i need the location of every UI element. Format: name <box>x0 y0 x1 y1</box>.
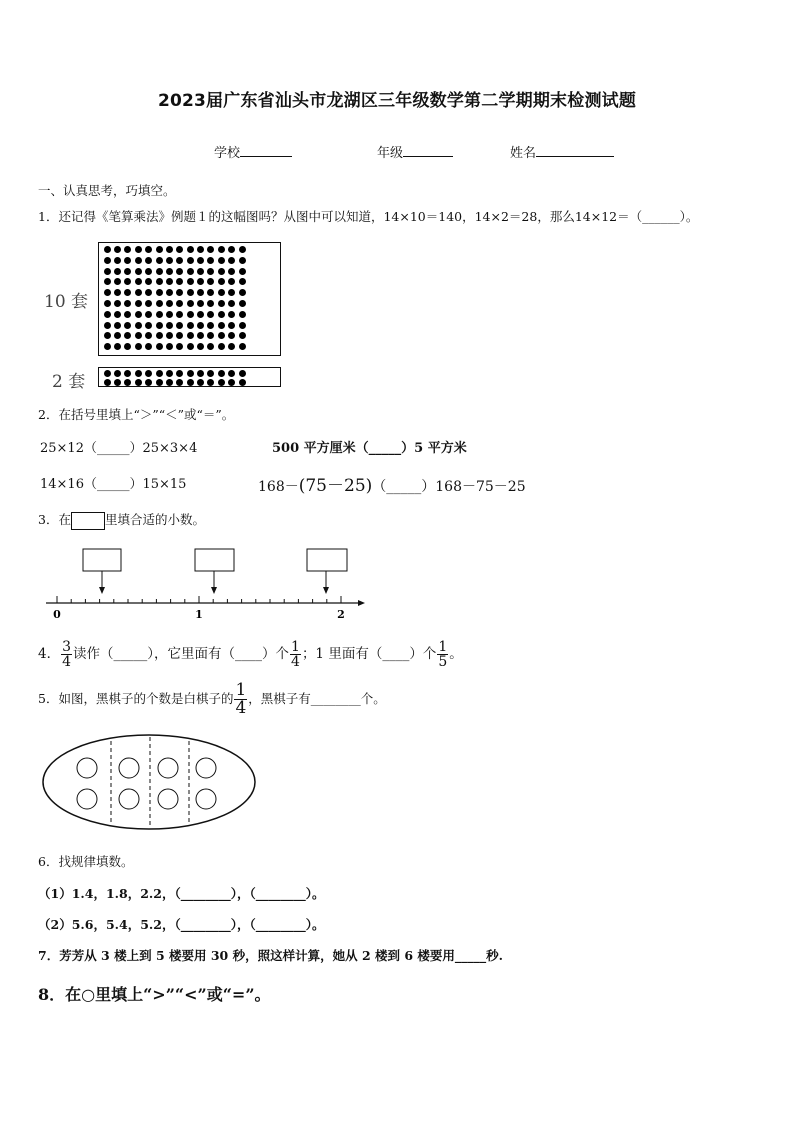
oval-outline <box>43 735 255 829</box>
dot <box>187 246 194 253</box>
dot <box>124 322 131 329</box>
dot <box>124 332 131 339</box>
question-6: 6．找规律填数。 <box>38 854 134 869</box>
dot <box>104 343 111 350</box>
dot <box>228 379 235 386</box>
dot <box>135 268 142 275</box>
dot-row <box>102 246 280 253</box>
q2-item-b: 500 平方厘米（_____）5 平方米 <box>272 441 467 456</box>
dot <box>207 322 214 329</box>
dot <box>239 246 246 253</box>
dot <box>156 268 163 275</box>
dot <box>124 379 131 386</box>
dot <box>145 246 152 253</box>
dot <box>145 322 152 329</box>
dot <box>197 268 204 275</box>
dot <box>176 311 183 318</box>
dot <box>166 311 173 318</box>
dot <box>176 289 183 296</box>
dot <box>207 257 214 264</box>
q3-pre: 3．在 <box>38 512 71 527</box>
number-line <box>40 545 370 625</box>
q2-d-right: （_____）168－75－25 <box>372 479 526 495</box>
dot <box>218 246 225 253</box>
dot <box>218 268 225 275</box>
dot <box>187 311 194 318</box>
dot-row <box>102 300 280 307</box>
dot <box>197 246 204 253</box>
white-piece <box>119 758 139 778</box>
dot <box>187 300 194 307</box>
dot <box>145 379 152 386</box>
question-4: 4． $\frac{3}{4}$ 读作（_____），它里面有（____）个 $\frac{1}{4}$ ；1 里面有（____）个 $\frac{1}{5}$ 。 <box>38 639 463 670</box>
dot <box>197 332 204 339</box>
grade-blank <box>403 144 453 157</box>
dot <box>145 311 152 318</box>
dot <box>135 379 142 386</box>
dot <box>228 257 235 264</box>
dot <box>114 370 121 377</box>
label-2-sets: 2 套 <box>52 372 86 392</box>
dot <box>218 379 225 386</box>
dot <box>207 370 214 377</box>
dot <box>228 289 235 296</box>
axis-arrow <box>358 600 365 606</box>
dot <box>176 332 183 339</box>
dot-row <box>102 268 280 275</box>
dot <box>187 289 194 296</box>
dot <box>104 311 111 318</box>
dot <box>124 268 131 275</box>
dot <box>207 278 214 285</box>
dot-row <box>102 278 280 285</box>
dot <box>207 289 214 296</box>
dot-row <box>102 370 280 377</box>
dot <box>176 257 183 264</box>
dot <box>104 246 111 253</box>
dot <box>176 278 183 285</box>
dot <box>166 278 173 285</box>
dot <box>124 289 131 296</box>
dot <box>197 300 204 307</box>
white-piece <box>77 758 97 778</box>
tick-label-2: 2 <box>337 608 345 621</box>
dot <box>207 379 214 386</box>
dot <box>197 322 204 329</box>
dot <box>228 343 235 350</box>
dot <box>135 257 142 264</box>
dot-array-2-rows <box>98 367 281 387</box>
dot <box>176 370 183 377</box>
dot <box>239 278 246 285</box>
dot <box>187 268 194 275</box>
question-3 <box>38 510 205 530</box>
dot <box>207 268 214 275</box>
dot <box>218 343 225 350</box>
dot <box>197 289 204 296</box>
dot <box>207 332 214 339</box>
dot <box>114 311 121 318</box>
dot <box>207 343 214 350</box>
q6-line-2: （2）5.6，5.4，5.2，（________），（________）。 <box>38 917 325 932</box>
question-8: 8．在○里填上“>”“<”或“=”。 <box>38 985 271 1004</box>
dot <box>228 300 235 307</box>
dot <box>166 246 173 253</box>
arrow-3-head <box>323 587 329 594</box>
dot <box>176 322 183 329</box>
q4-pre: 4． <box>38 646 61 662</box>
chess-pieces-figure <box>40 733 260 833</box>
dot <box>104 370 111 377</box>
dot <box>156 246 163 253</box>
dot <box>124 311 131 318</box>
dot <box>239 311 246 318</box>
dot <box>166 300 173 307</box>
label-10-sets: 10 套 <box>44 292 89 312</box>
dot <box>187 343 194 350</box>
dot <box>145 278 152 285</box>
dot <box>145 370 152 377</box>
dot <box>156 257 163 264</box>
dot <box>156 300 163 307</box>
dot <box>239 300 246 307</box>
dot <box>114 246 121 253</box>
dot <box>104 257 111 264</box>
tick-label-1: 1 <box>195 608 203 621</box>
q3-answer-box-sample <box>71 512 105 530</box>
dot <box>239 257 246 264</box>
dot <box>114 300 121 307</box>
dot <box>156 370 163 377</box>
dot <box>197 311 204 318</box>
dot <box>187 278 194 285</box>
page-title: 2023届广东省汕头市龙湖区三年级数学第二学期期末检测试题 <box>157 91 637 111</box>
dot <box>218 289 225 296</box>
arrow-2-head <box>211 587 217 594</box>
dot <box>239 322 246 329</box>
dot <box>166 343 173 350</box>
white-piece <box>158 789 178 809</box>
grade-field[interactable] <box>377 142 453 161</box>
answer-box-2[interactable] <box>195 549 234 571</box>
q2-d-left: 168－ <box>258 479 299 495</box>
q5-post: ，黑棋子有________个。 <box>248 691 386 706</box>
dot <box>197 370 204 377</box>
dot <box>228 246 235 253</box>
dot <box>166 289 173 296</box>
dot <box>145 268 152 275</box>
dot-array-10-rows <box>98 242 281 356</box>
dot <box>145 257 152 264</box>
dot <box>197 343 204 350</box>
dot <box>176 379 183 386</box>
dot <box>218 332 225 339</box>
q5-pre: 5．如图，黑棋子的个数是白棋子的 <box>38 691 234 706</box>
dot <box>239 379 246 386</box>
dot <box>114 257 121 264</box>
axis-ticks <box>57 596 341 603</box>
dot <box>104 300 111 307</box>
school-label: 学校 <box>214 146 241 161</box>
dot <box>218 300 225 307</box>
dot <box>187 370 194 377</box>
dot <box>124 370 131 377</box>
q2-item-d <box>258 471 526 496</box>
q2-d-paren: (75－25) <box>298 476 373 496</box>
dot <box>239 289 246 296</box>
dot <box>156 322 163 329</box>
dot <box>135 246 142 253</box>
dot <box>104 268 111 275</box>
dot <box>176 300 183 307</box>
dot <box>124 257 131 264</box>
answer-box-1[interactable] <box>83 549 121 571</box>
dot <box>104 379 111 386</box>
dot <box>135 322 142 329</box>
grade-label: 年级 <box>377 146 404 161</box>
dot <box>197 257 204 264</box>
dot-row <box>102 379 280 386</box>
dot <box>135 289 142 296</box>
dot <box>197 379 204 386</box>
dot <box>156 289 163 296</box>
dot <box>156 332 163 339</box>
q2-item-a: 25×12（_____）25×3×4 <box>40 441 198 456</box>
dot <box>135 343 142 350</box>
dot <box>207 300 214 307</box>
dot <box>135 370 142 377</box>
white-piece <box>196 789 216 809</box>
q2-item-c: 14×16（_____）15×15 <box>40 477 187 492</box>
dot <box>114 379 121 386</box>
question-7: 7．芳芳从 3 楼上到 5 楼要用 30 秒，照这样计算，她从 2 楼到 6 楼要用_____秒. <box>38 948 504 963</box>
dot <box>104 289 111 296</box>
dot-row <box>102 311 280 318</box>
dot-row <box>102 332 280 339</box>
answer-box-3[interactable] <box>307 549 347 571</box>
dot <box>197 278 204 285</box>
dot <box>218 278 225 285</box>
dot <box>187 379 194 386</box>
dot <box>114 332 121 339</box>
q3-post: 里填合适的小数。 <box>104 512 205 527</box>
dot <box>218 370 225 377</box>
question-2: 2．在括号里填上“＞”“＜”或“＝”。 <box>38 407 235 422</box>
q4-text-1: 读作（_____），它里面有（____）个 <box>73 646 290 662</box>
dot-row <box>102 343 280 350</box>
dot <box>187 332 194 339</box>
dot <box>166 332 173 339</box>
dot <box>124 246 131 253</box>
dot <box>187 257 194 264</box>
dot <box>145 300 152 307</box>
tick-label-0: 0 <box>53 608 61 621</box>
question-5 <box>38 682 386 717</box>
dot <box>228 278 235 285</box>
dot <box>156 379 163 386</box>
dot <box>156 278 163 285</box>
fraction-3-4: $\frac{3}{4}$ <box>62 639 72 670</box>
dot <box>124 300 131 307</box>
dot <box>135 311 142 318</box>
dot <box>145 332 152 339</box>
dot <box>124 278 131 285</box>
dot <box>145 289 152 296</box>
white-piece <box>119 789 139 809</box>
dot-row <box>102 289 280 296</box>
dot <box>176 343 183 350</box>
dot <box>124 343 131 350</box>
dot <box>104 332 111 339</box>
dot <box>218 311 225 318</box>
section-1-heading: 一、认真思考，巧填空。 <box>38 183 176 198</box>
dot <box>104 322 111 329</box>
dot <box>114 343 121 350</box>
dot <box>228 268 235 275</box>
dot <box>156 311 163 318</box>
dot <box>176 246 183 253</box>
name-blank <box>536 144 614 157</box>
dot <box>187 322 194 329</box>
fraction-1-4: $\frac{1}{4}$ <box>291 639 300 670</box>
dot <box>207 311 214 318</box>
dot <box>166 370 173 377</box>
dot <box>228 370 235 377</box>
q6-line-1: （1）1.4，1.8，2.2，（________），（________）。 <box>38 886 325 901</box>
dot <box>228 332 235 339</box>
dot <box>239 268 246 275</box>
dot-row <box>102 257 280 264</box>
name-label: 姓名 <box>510 146 537 161</box>
fraction-1-5: $\frac{1}{5}$ <box>438 639 448 670</box>
dot <box>176 268 183 275</box>
dot <box>228 322 235 329</box>
dot <box>218 257 225 264</box>
fraction-1-4-q5: $\frac{1}{4}$ <box>235 680 247 718</box>
dot <box>166 268 173 275</box>
dot <box>166 257 173 264</box>
white-piece <box>158 758 178 778</box>
dot <box>114 289 121 296</box>
arrow-1-head <box>99 587 105 594</box>
dot <box>135 332 142 339</box>
dot <box>166 379 173 386</box>
dot <box>239 370 246 377</box>
dot <box>228 311 235 318</box>
dot <box>156 343 163 350</box>
q4-text-2: ；1 里面有（____）个 <box>301 646 437 662</box>
dot <box>207 246 214 253</box>
dot <box>114 268 121 275</box>
dot <box>114 322 121 329</box>
dot <box>239 343 246 350</box>
white-piece <box>77 789 97 809</box>
question-1: 1．还记得《笔算乘法》例题１的这幅图吗？从图中可以知道，14×10＝140，14×2＝28，那么14×12＝（______）。 <box>38 209 699 224</box>
white-piece <box>196 758 216 778</box>
dot <box>114 278 121 285</box>
dot <box>239 332 246 339</box>
dot <box>135 300 142 307</box>
dot <box>104 278 111 285</box>
dot <box>135 278 142 285</box>
dot <box>145 343 152 350</box>
dot-row <box>102 322 280 329</box>
dot <box>166 322 173 329</box>
school-field[interactable] <box>214 142 292 161</box>
name-field[interactable] <box>510 142 614 161</box>
dot <box>218 322 225 329</box>
school-blank <box>240 144 292 157</box>
